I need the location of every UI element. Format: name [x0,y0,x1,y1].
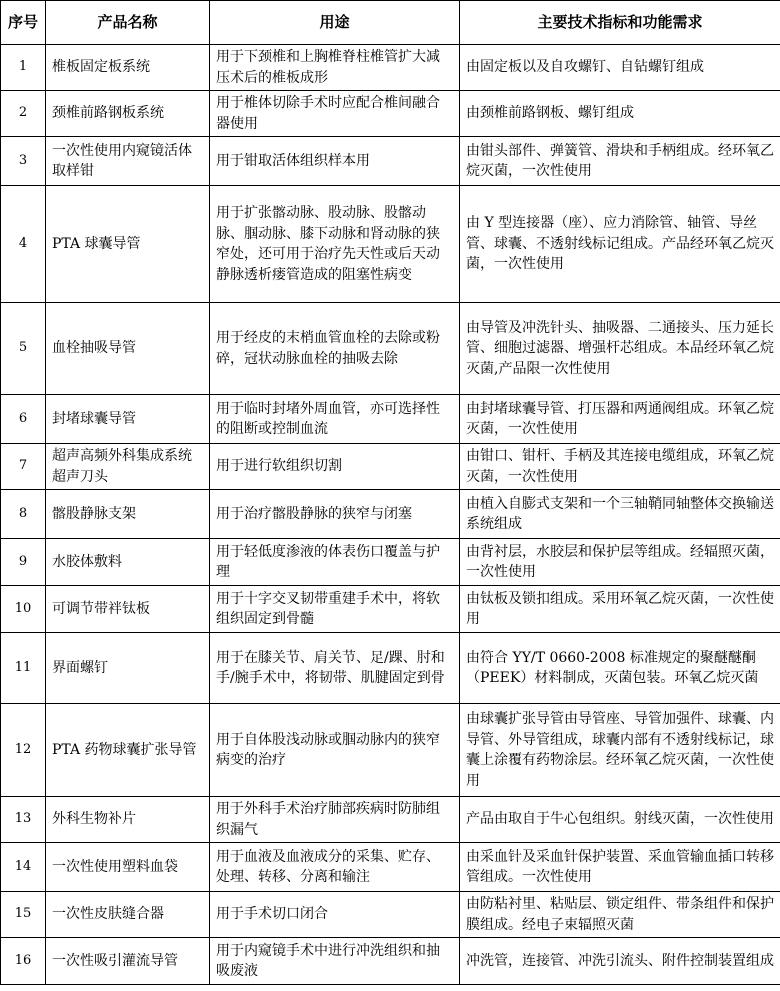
row-use: 用于内窥镜手术中进行冲洗组织和抽吸废液 [210,938,460,985]
row-use: 用于在膝关节、肩关节、足/踝、肘和手/腕手术中，将韧带、肌腱固定到骨 [210,633,460,704]
row-num: 15 [1,892,46,938]
row-name: 一次性吸引灌流导管 [46,938,210,985]
row-spec: 冲洗管，连接管、冲洗引流头、附件控制装置组成 [460,938,780,985]
table-row [1,137,780,186]
table-row [1,539,780,586]
header-spec: 主要技术指标和功能需求 [460,1,780,45]
row-num: 6 [1,395,46,444]
row-num: 8 [1,490,46,539]
row-use: 用于椎体切除手术时应配合椎间融合器使用 [210,91,460,137]
row-use: 用于血液及血液成分的采集、贮存、处理、转移、分离和输注 [210,843,460,892]
table-row [1,490,780,539]
table-row [1,186,780,303]
table-row [1,586,780,633]
row-spec: 由防粘衬里、粘贴层、锁定组件、带条组件和保护膜组成。经电子束辐照灭菌 [460,892,780,938]
table-row [1,45,780,91]
row-use: 用于临时封堵外周血管，亦可选择性的阻断或控制血流 [210,395,460,444]
row-use: 用于手术切口闭合 [210,892,460,938]
row-spec: 由背衬层，水胶层和保护层等组成。经辐照灭菌，一次性使用 [460,539,780,586]
table-row [1,892,780,938]
row-num: 10 [1,586,46,633]
table-row [1,843,780,892]
row-num: 9 [1,539,46,586]
table-row [1,704,780,797]
table-row [1,395,780,444]
row-num: 7 [1,444,46,490]
row-spec: 由导管及冲洗针头、抽吸器、二通接头、压力延长管、细胞过滤器、增强杆芯组成。本品经环氧乙烷灭菌,产品限一次性使用 [460,303,780,395]
row-name: 封堵球囊导管 [46,395,210,444]
row-name: 一次性使用塑料血袋 [46,843,210,892]
row-spec: 由钛板及锁扣组成。采用环氧乙烷灭菌，一次性使用 [460,586,780,633]
row-spec: 由颈椎前路钢板、螺钉组成 [460,91,780,137]
row-use: 用于进行软组织切割 [210,444,460,490]
row-spec: 由钳口、钳杆、手柄及其连接电缆组成，环氧乙烷灭菌，一次性使用 [460,444,780,490]
table-row [1,633,780,704]
row-name: 一次性使用内窥镜活体取样钳 [46,137,210,186]
row-use: 用于外科手术治疗肺部疾病时防肺组织漏气 [210,797,460,843]
row-num: 5 [1,303,46,395]
row-num: 12 [1,704,46,797]
row-name: 可调节带袢钛板 [46,586,210,633]
row-num: 2 [1,91,46,137]
row-use: 用于下颈椎和上胸椎脊柱椎管扩大减压术后的椎板成形 [210,45,460,91]
row-use: 用于自体股浅动脉或腘动脉内的狭窄病变的治疗 [210,704,460,797]
table-row [1,91,780,137]
row-name: 髂股静脉支架 [46,490,210,539]
table-row [1,303,780,395]
row-name: 颈椎前路钢板系统 [46,91,210,137]
row-num: 3 [1,137,46,186]
row-name: 界面螺钉 [46,633,210,704]
row-num: 1 [1,45,46,91]
row-use: 用于经皮的末梢血管血栓的去除或粉碎，冠状动脉血栓的抽吸去除 [210,303,460,395]
table-row [1,938,780,985]
row-num: 16 [1,938,46,985]
row-spec: 产品由取自于牛心包组织。射线灭菌，一次性使用 [460,797,780,843]
table-row [1,797,780,843]
row-num: 14 [1,843,46,892]
row-name: 水胶体敷料 [46,539,210,586]
row-use: 用于扩张髂动脉、股动脉、股髂动脉、腘动脉、膝下动脉和肾动脉的狭窄处，还可用于治疗先天性或后天动静脉透析瘘管造成的阻塞性病变 [210,186,460,303]
row-use: 用于治疗髂股静脉的狭窄与闭塞 [210,490,460,539]
row-use: 用于钳取活体组织样本用 [210,137,460,186]
row-spec: 由符合 YY/T 0660-2008 标准规定的聚醚醚酮（PEEK）材料制成，灭菌包装。环氧乙烷灭菌 [460,633,780,704]
row-spec: 由植入自膨式支架和一个三轴鞘同轴整体交换输送系统组成 [460,490,780,539]
row-spec: 由采血针及采血针保护装置、采血管输血插口转移管组成。一次性使用 [460,843,780,892]
row-num: 11 [1,633,46,704]
row-spec: 由钳头部件、弹簧管、滑块和手柄组成。经环氧乙烷灭菌，一次性使用 [460,137,780,186]
header-use: 用途 [210,1,460,45]
row-name: 超声高频外科集成系统超声刀头 [46,444,210,490]
row-name: 血栓抽吸导管 [46,303,210,395]
row-name: 一次性皮肤缝合器 [46,892,210,938]
row-name: PTA 球囊导管 [46,186,210,303]
row-spec: 由固定板以及自攻螺钉、自钻螺钉组成 [460,45,780,91]
table-row [1,444,780,490]
header-name: 产品名称 [46,1,210,45]
row-name: 椎板固定板系统 [46,45,210,91]
header-num: 序号 [1,1,46,45]
row-name: PTA 药物球囊扩张导管 [46,704,210,797]
row-spec: 由球囊扩张导管由导管座、导管加强件、球囊、内导管、外导管组成，球囊内部有不透射线标记，球囊上涂覆有药物涂层。经环氧乙烷灭菌，一次性使用 [460,704,780,797]
row-num: 4 [1,186,46,303]
row-use: 用于十字交叉韧带重建手术中，将软组织固定到骨髓 [210,586,460,633]
row-spec: 由 Y 型连接器（座）、应力消除管、轴管、导丝管、球囊、不透射线标记组成。产品经环氧乙烷灭菌，一次性使用 [460,186,780,303]
row-spec: 由封堵球囊导管、打压器和两通阀组成。环氧乙烷灭菌，一次性使用 [460,395,780,444]
table-header-row [1,1,780,45]
row-num: 13 [1,797,46,843]
row-use: 用于轻低度渗液的体表伤口覆盖与护理 [210,539,460,586]
row-name: 外科生物补片 [46,797,210,843]
